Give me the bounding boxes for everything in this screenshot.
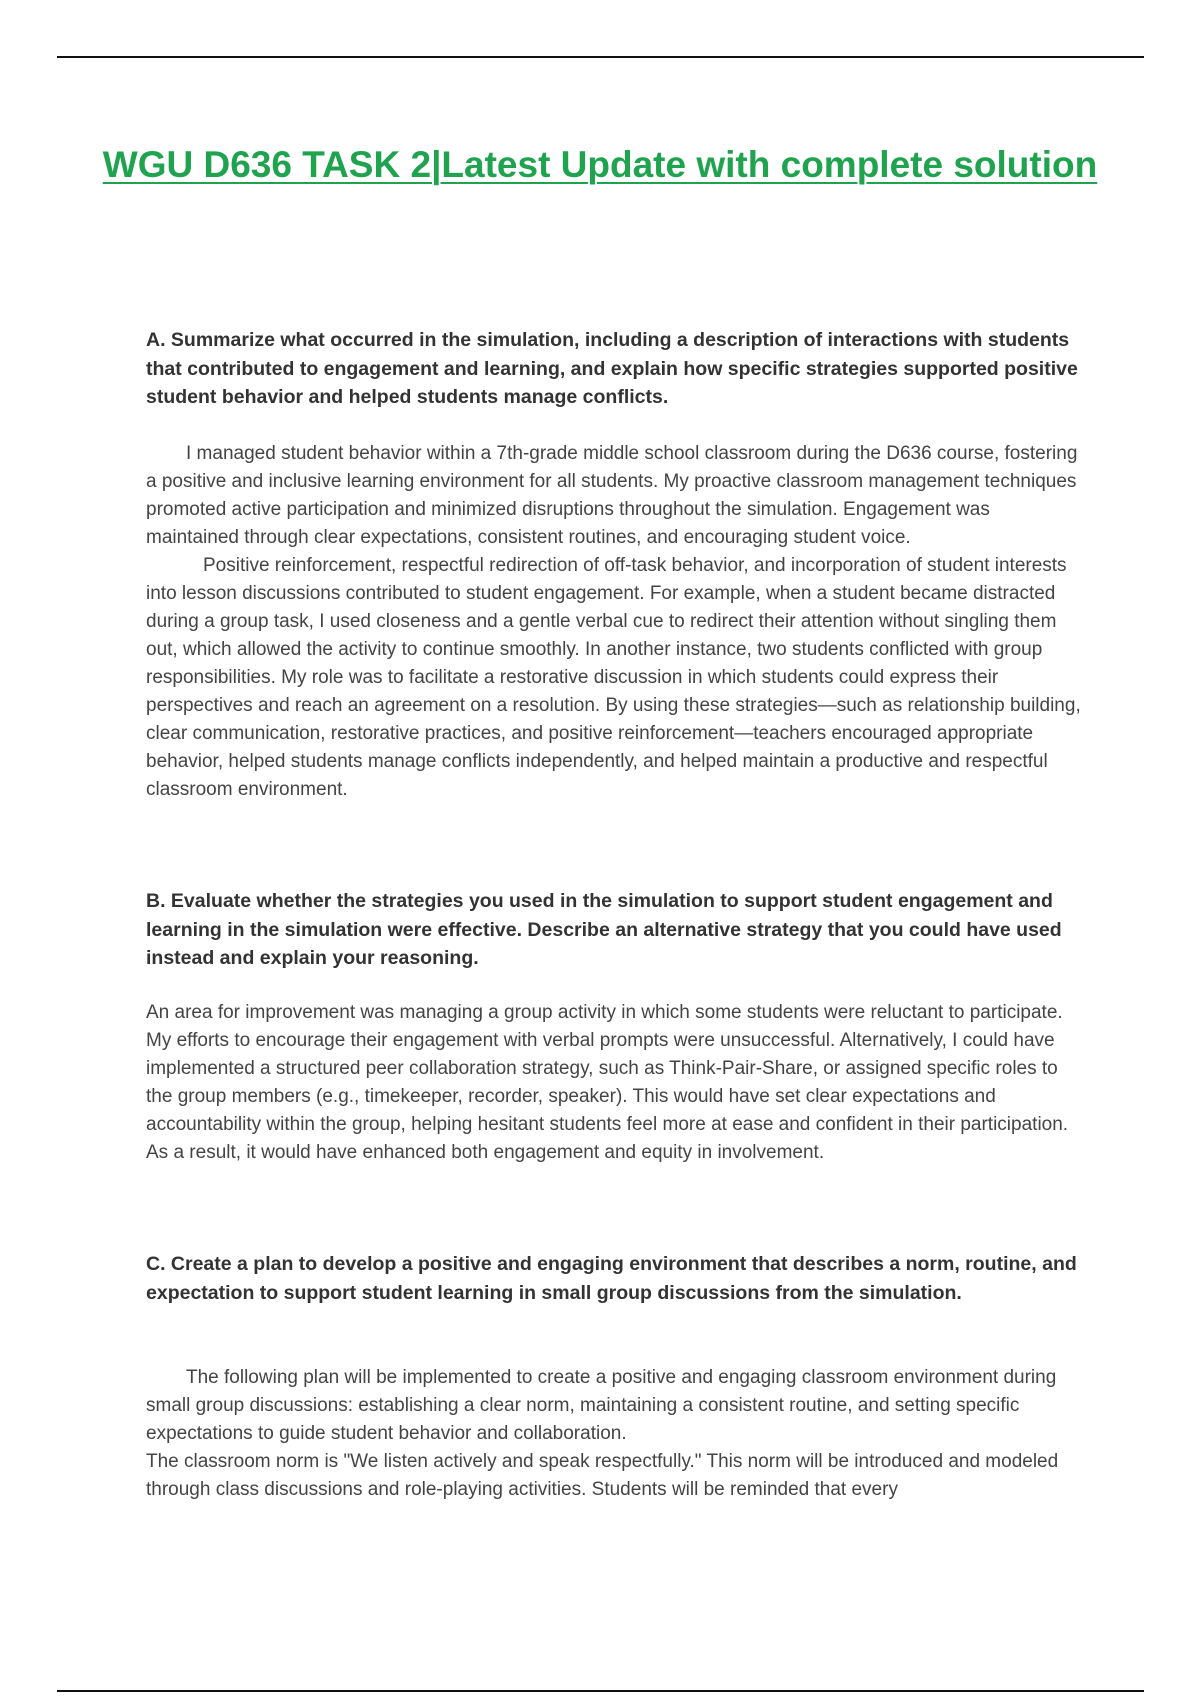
section-a-body xyxy=(146,440,1082,804)
section-a-paragraph-1: I managed student behavior within a 7th-grade middle school classroom during the D636 course, fostering a positive and inclusive learning environment for all students. My proactive classroom management techniques promoted active participation and minimized disruptions throughout the simulation. Engagement was maintained through clear expectations, consistent routines, and encouraging student voice. xyxy=(146,443,1078,548)
section-c-paragraph-2: The classroom norm is "We listen actively and speak respectfully." This norm will be introduced and modeled through class discussions and role-playing activities. Students will be reminded that every xyxy=(146,1451,1059,1500)
section-b-body xyxy=(146,999,1082,1167)
top-rule xyxy=(57,56,1144,58)
document-title: WGU D636 TASK 2|Latest Update with complete solution xyxy=(102,144,1098,185)
section-c-heading: C. Create a plan to develop a positive and engaging environment that describes a norm, routine, and expectation to support student learning in small group discussions from the simulation. xyxy=(146,1253,1077,1304)
section-a-heading: A. Summarize what occurred in the simulation, including a description of interactions with students that contributed to engagement and learning, and explain how specific strategies supported positive student behavior and helped students manage conflicts. xyxy=(146,329,1078,408)
bottom-rule xyxy=(57,1690,1144,1692)
section-b-paragraph-1: An area for improvement was managing a group activity in which some students were reluctant to participate. My efforts to encourage their engagement with verbal prompts were unsuccessful. Alternatively, I could have implemented a structured peer collaboration strategy, such as Think-Pair-Share, or assigned specific roles to the group members (e.g., timekeeper, recorder, speaker). This would have set clear expectations and accountability within the group, helping hesitant students feel more at ease and confident in their participation. As a result, it would have enhanced both engagement and equity in involvement. xyxy=(146,1002,1069,1163)
section-b-heading: B. Evaluate whether the strategies you used in the simulation to support student engagement and learning in the simulation were effective. Describe an alternative strategy that you could have used instead and explain your reasoning. xyxy=(146,890,1062,969)
section-c-paragraph-1: The following plan will be implemented to create a positive and engaging classroom environment during small group discussions: establishing a clear norm, maintaining a consistent routine, and setting specific expectations to guide student behavior and collaboration. xyxy=(146,1367,1057,1444)
section-c-body xyxy=(146,1364,1082,1504)
section-a-paragraph-2: Positive reinforcement, respectful redirection of off-task behavior, and incorporation of student interests into lesson discussions contributed to student engagement. For example, when a student became distracted during a group task, I used closeness and a gentle verbal cue to redirect their attention without singling them out, which allowed the activity to continue smoothly. In another instance, two students conflicted with group responsibilities. My role was to facilitate a restorative discussion in which students could express their perspectives and reach an agreement on a resolution. By using these strategies—such as relationship building, clear communication, restorative practices, and positive reinforcement—teachers encouraged appropriate behavior, helped students manage conflicts independently, and helped maintain a productive and respectful classroom environment. xyxy=(146,555,1081,800)
